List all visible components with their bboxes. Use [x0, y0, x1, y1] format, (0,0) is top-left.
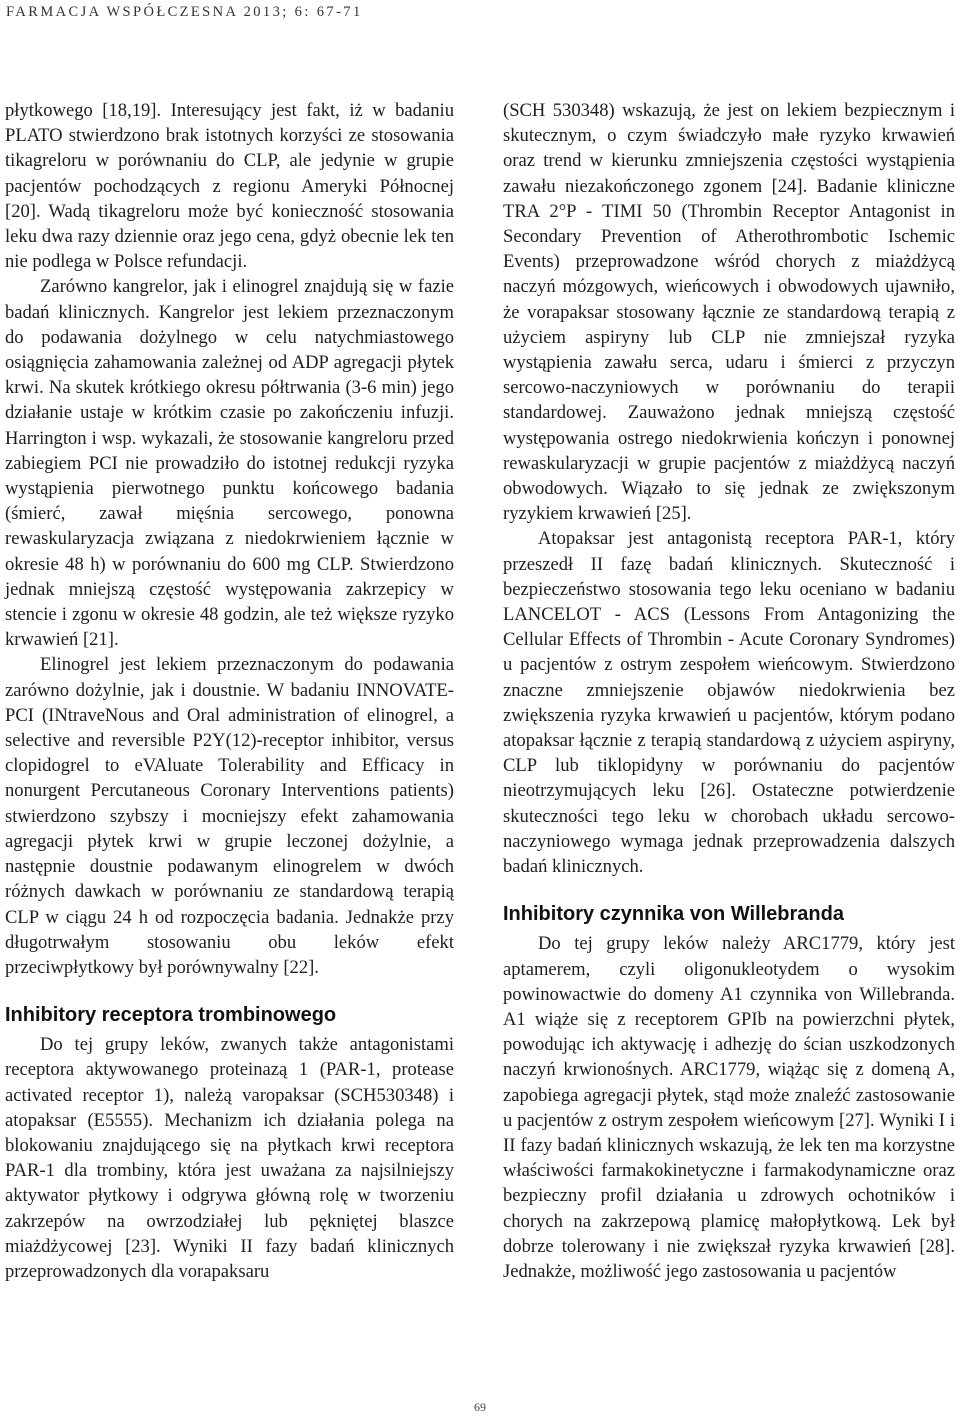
section-heading-thrombin-receptor: Inhibitory receptora trombinowego [5, 1004, 337, 1027]
paragraph-atopaxar: Atopaksar jest antagonistą receptora PAR-1, który przeszedł II fazę badań klinicznych. Skuteczność i bezpieczeństwo stosowania tego leku oceniano w badaniu LANCELOT - ACS (Lessons From Antagonizing the Cellular Effects of Thrombin - Acute Coronary Syndromes) u pacjentów z ostrym zespołem wieńcowym. Stwierdzono znaczne zmniejszenie objawów niedokrwienia bez zwiększenia ryzyka krwawień u pacjentów, którym podano atopaksar łącznie z terapią standardową z użyciem aspiryny, CLP lub tiklopidyny w porównaniu do pacjentów nieotrzymujących leku [26]. Ostateczne potwierdzenie skuteczności tego leku w chorobach układu sercowo-naczyniowego wymaga jednak przeprowadzenia dalszych badań klinicznych. [503, 528, 955, 878]
journal-title: FARMACJA WSPÓŁCZESNA [6, 4, 238, 20]
right-column [503, 98, 955, 1284]
paragraph-arc1779: Do tej grupy leków należy ARC1779, który jest aptamerem, czyli oligonukleotydem o wysokim powinowactwie do domeny A1 czynnika von Willebranda. A1 wiąże się z receptorem GPIb na powierzchni płytek, powodując ich aktywację i adhezję do ścian uszkodzonych naczyń krwionośnych. ARC1779, wiążąc się z domeną A, zapobiega agregacji płytek, stąd może znaleźć zastosowanie u pacjentów z ostrym zespołem wieńcowym [27]. Wyniki I i II fazy badań klinicznych wskazują, że lek ten ma korzystne właściwości farmakokinetyczne i farmakodynamiczne oraz bezpieczny profil działania u zdrowych ochotników i chorych na zakrzepową plamicę małopłytkową. Lek był dobrze tolerowany i nie zwiększał ryzyka krwawień [28]. Jednakże, możliwość jego zastosowania u pacjentów [503, 933, 955, 1282]
paragraph-vorapaxar: (SCH 530348) wskazują, że jest on lekiem bezpiecznym i skutecznym, o czym świadczyło małe ryzyko krwawień oraz trend w kierunku zmniejszenia częstości wystąpienia zawału niezakończonego zgonem [24]. Badanie kliniczne TRA 2°P - TIMI 50 (Thrombin Receptor Antagonist in Secondary Prevention of Atherothrombotic Ischemic Events) przeprowadzone wśród chorych z miażdżycą naczyń mózgowych, wieńcowych i obwodowych ujawniło, że vorapaksar stosowany łącznie ze standardową terapią z użyciem aspiryny lub CLP nie zmniejszał ryzyka wystąpienia zawału serca, udaru i śmierci z przyczyn sercowo-naczyniowych w porównaniu do terapii standardowej. Zauważono jednak mniejszą częstość występowania ostrego niedokrwienia kończyn i ponownej rewaskularyzacji w grupie pacjentów z miażdżycą naczyń obwodowych. Wiązało to się jednak ze zwiększonym ryzykiem krwawień [25]. [503, 100, 955, 525]
paragraph-par1-intro: Do tej grupy leków, zwanych także antagonistami receptora aktywowanego proteinazą 1 (PAR-1, protease activated receptor 1), należą varopaksar (SCH530348) i atopaksar (E5555). Mechanizm ich działania polega na blokowaniu znajdującego się na płytkach krwi receptora PAR-1 dla trombiny, która jest uważana za najsilniejszy aktywator płytkowy i odgrywa główną rolę w tworzeniu zakrzepów na owrzodziałej lub pękniętej blaszce miażdżycowej [23]. Wyniki II fazy badań klinicznych przeprowadzonych dla vorapaksaru [5, 1034, 454, 1282]
left-column [5, 98, 454, 1284]
running-header [6, 4, 566, 21]
section-heading-von-willebrand: Inhibitory czynnika von Willebranda [503, 903, 844, 926]
citation: 2013; 6: 67-71 [243, 4, 363, 20]
page-number: 69 [474, 1400, 486, 1414]
paragraph-cangrelor: Zarówno kangrelor, jak i elinogrel znajdują się w fazie badań klinicznych. Kangrelor jest lekiem przeznaczonym do podawania dożylnego w celu natychmiastowego osiągnięcia zahamowania zależnej od ADP agregacji płytek krwi. Na skutek krótkiego okresu półtrwania (3-6 min) jego działanie ustaje w krótkim czasie po zakończeniu infuzji. Harrington i wsp. wykazali, że stosowanie kangreloru przed zabiegiem PCI nie prowadziło do istotnej redukcji ryzyka wystąpienia pierwotnego punktu końcowego badania (śmierć, zawał mięśnia sercowego, ponowna rewaskularyzacja związana z niedokrwieniem łącznie w okresie 48 h) w porównaniu do 600 mg CLP. Stwierdzono jednak mniejszą częstość występowania zakrzepicy w stencie i zgonu w okresie 48 godzin, ale też większe ryzyko krwawień [21]. [5, 276, 454, 651]
paragraph-ticagrelor: płytkowego [18,19]. Interesujący jest fakt, iż w badaniu PLATO stwierdzono brak istotnych korzyści ze stosowania tikagreloru w porównaniu do CLP, ale jedynie w grupie pacjentów pochodzących z regionu Ameryki Północnej [20]. Wadą tikagreloru może być konieczność stosowania leku dwa razy dziennie oraz jego cena, gdyż obecnie lek ten nie podlega w Polsce refundacji. [5, 100, 454, 273]
paragraph-elinogrel: Elinogrel jest lekiem przeznaczonym do podawania zarówno dożylnie, jak i doustnie. W badaniu INNOVATE-PCI (INtraveNous and Oral administration of elinogrel, a selective and reversible P2Y(12)-receptor inhibitor, versus clopidogrel to eVAluate Tolerability and Efficacy in nonurgent Percutaneous Coronary Interventions patients) stwierdzono szybszy i mocniejszy efekt zahamowania agregacji płytek krwi w grupie leczonej dożylnie, a następnie doustnie podawanym elinogrelem w dwóch różnych dawkach w porównaniu ze standardową terapią CLP w ciągu 24 h od rozpoczęcia badania. Jednakże przy długotrwałym stosowaniu obu leków efekt przeciwpłytkowy był porównywalny [22]. [5, 654, 454, 978]
